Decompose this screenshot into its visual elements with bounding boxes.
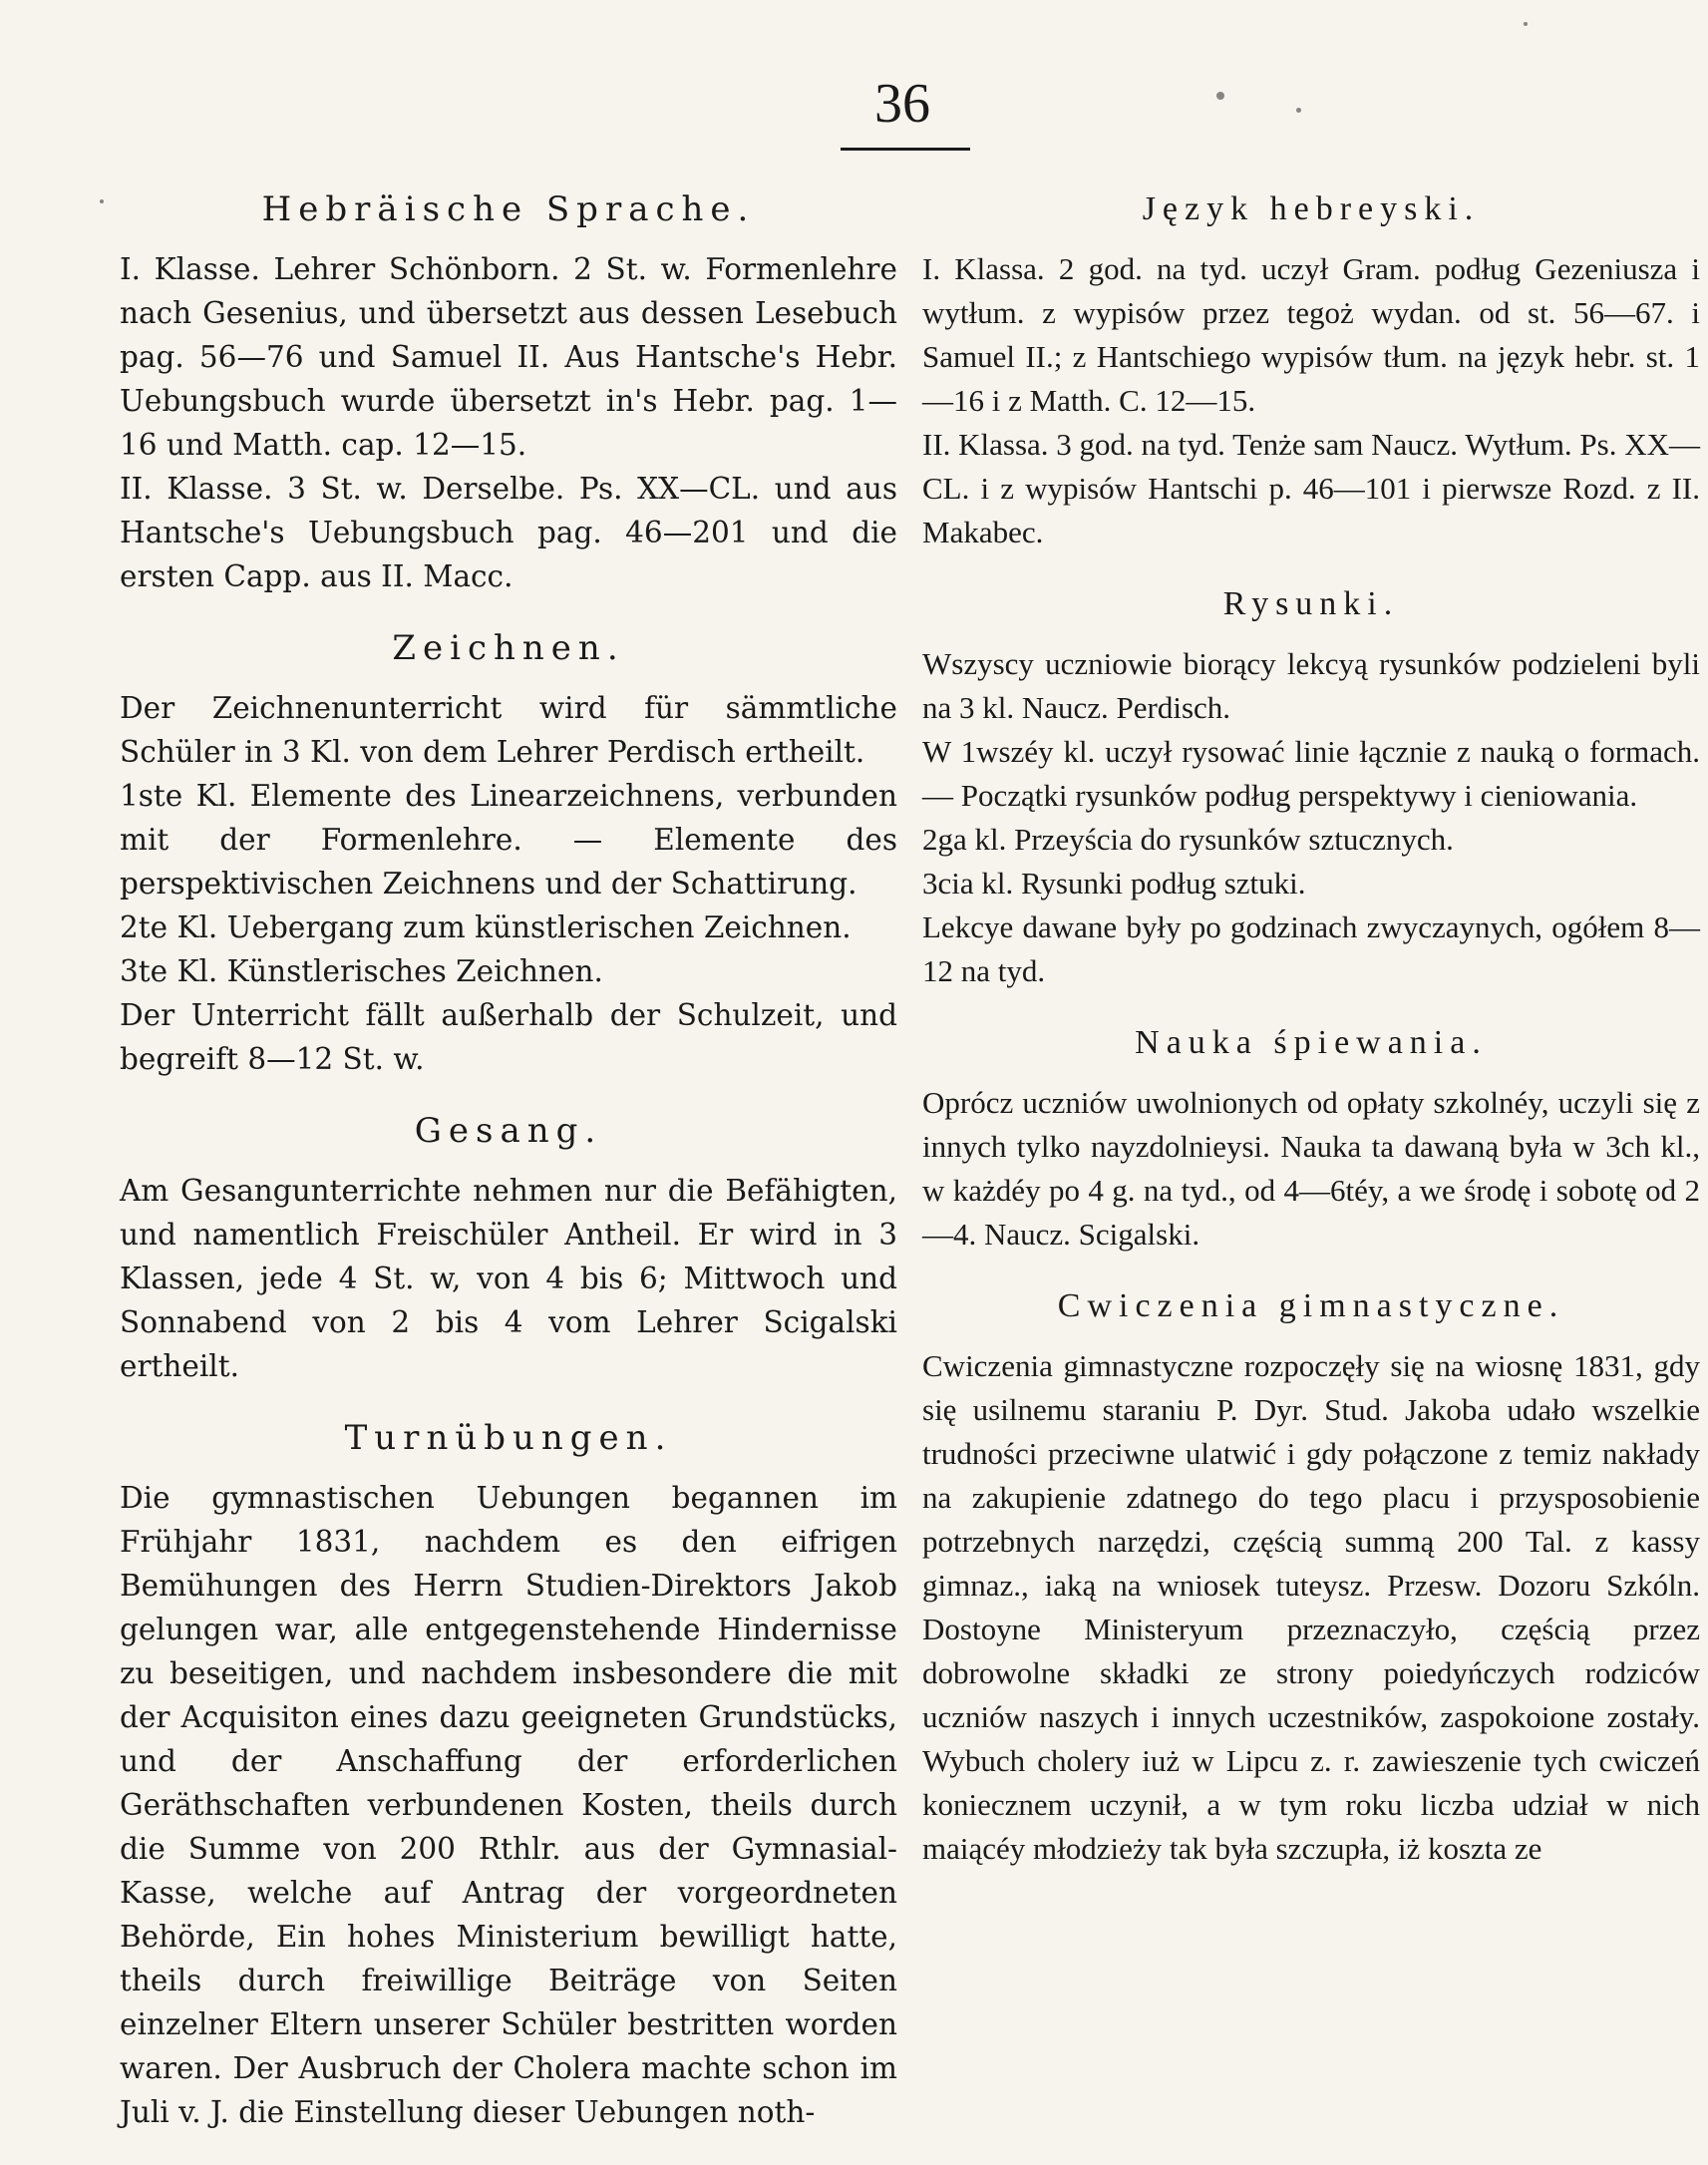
section-drawing-german [120, 626, 897, 1081]
paragraph: W 1wszéy kl. uczył rysować linie łącznie z nauką o formach. — Początki rysunków podług perspektywy i cieniowania. [922, 734, 1700, 813]
heading-cwiczenia-gimnastyczne: Cwiczenia gimnastyczne. [1057, 1287, 1565, 1324]
paragraph: Die gymnastischen Uebungen begannen im Frühjahr 1831, nachdem es den eifrigen Bemühungen des Herrn Studien-Direktors Jakob gelungen war, alle entgegenstehende Hindernisse zu beseitigen, und nachdem insbesondere die mit der Acquisiton eines dazu geeigneten Grundstücks, und der Anschaffung der erforderlichen Geräthschaften verbundenen Kosten, theils durch die Summe von 200 Rthlr. aus der Gymnasial-Kasse, welche auf Antrag der vorgeordneten Behörde, Ein hohes Ministerium bewilligt hatte, theils durch freiwillige Beiträge von Seiten einzelner Eltern unserer Schüler bestritten worden waren. Der Ausbruch der Cholera machte schon im Juli v. J. die Einstellung dieser Uebungen noth- [120, 1481, 897, 2129]
paragraph: II. Klassa. 3 god. na tyd. Tenże sam Naucz. Wytłum. Ps. XX—CL. i z wypisów Hantschi p. 46—101 i pierwsze Rozd. z II. Makabec. [922, 427, 1701, 549]
heading-gesang: Gesang. [414, 1111, 603, 1151]
paragraph: Cwiczenia gimnastyczne rozpoczęły się na wiosnę 1831, gdy się usilnemu staraniu P. Dyr. Stud. Jakoba udało wszelkie trudności przeciwne ulatwić i gdy połączone z temiz nakłady na zakupienie zdatnego do tego placu i przysposobienie potrzebnych narzędzi, częścią summą 200 Tal. z kassy gimnaz., iaką na wniosek tuteysz. Przesw. Dozoru Szkóln. Dostoyne Ministeryum przeznaczyło, częścią przez dobrowolne składki ze strony poiedyńczych rodziców uczniów naszych i innych uczestników, zaspokoione zostały. Wybuch cholery iuż w Lipcu z. r. zawieszenie tych cwiczeń koniecznem uczynił, a w tym roku liczba udział w nich maiącéy młodzieży tak była szczupła, iż koszta ze [922, 1348, 1700, 1866]
paragraph: II. Klasse. 3 St. w. Derselbe. Ps. XX—CL. und aus Hantsche's Uebungsbuch pag. 46—201 und die ersten Capp. aus II. Macc. [120, 472, 897, 593]
paragraph: 3cia kl. Rysunki podług sztuki. [922, 866, 1306, 901]
section-gymnastics-polish [922, 1284, 1700, 1871]
section-singing-polish [922, 1021, 1700, 1257]
section-hebrew-polish [922, 187, 1700, 554]
section-singing-german [120, 1109, 897, 1388]
paragraph: I. Klasse. Lehrer Schönborn. 2 St. w. Formenlehre nach Gesenius, und übersetzt aus dessen Lesebuch pag. 56—76 und Samuel II. Aus Hantsche's Hebr. Uebungsbuch wurde übersetzt in's Hebr. pag. 1—16 und Matth. cap. 12—15. [120, 252, 897, 462]
heading-zeichnen: Zeichnen. [392, 628, 625, 668]
heading-nauka-spiewania: Nauka śpiewania. [1135, 1024, 1488, 1061]
paragraph: 3te Kl. Künstlerisches Zeichnen. [120, 954, 603, 988]
page-number: 36 [874, 73, 930, 135]
section-drawing-polish [922, 582, 1700, 993]
paragraph: 1ste Kl. Elemente des Linearzeichnens, verbunden mit der Formenlehre. — Elemente des perspektivischen Zeichnens und der Schattirung. [120, 779, 897, 901]
paragraph: Wszyscy uczniowie biorący lekcyą rysunków podzieleni byli na 3 kl. Naucz. Perdisch. [922, 646, 1700, 725]
scan-speck [100, 199, 104, 203]
paragraph: Oprócz uczniów uwolnionych od opłaty szkolnéy, uczyli się z innych tylko nayzdolnieysi. Nauka ta dawaną była w 3ch kl., w każdéy po 4 g. na tyd., od 4—6téy, a we środę i sobotę od 2—4. Naucz. Scigalski. [922, 1085, 1700, 1252]
scan-speck [1216, 92, 1224, 100]
paragraph: Der Unterricht fällt außerhalb der Schulzeit, und begreift 8—12 St. w. [120, 998, 897, 1076]
heading-hebraeische-sprache: Hebräische Sprache. [261, 189, 756, 229]
paragraph: 2ga kl. Przeyścia do rysunków sztucznych. [922, 822, 1454, 857]
page-number-underline [841, 148, 970, 151]
scan-speck [1524, 22, 1528, 26]
section-gymnastics-german [120, 1416, 897, 2134]
paragraph: 2te Kl. Uebergang zum künstlerischen Zeichnen. [120, 910, 852, 944]
polish-column [922, 187, 1700, 1871]
heading-jezyk-hebreyski: Język hebreyski. [1142, 190, 1481, 227]
heading-rysunki: Rysunki. [1222, 585, 1400, 622]
heading-turnuebungen: Turnübungen. [344, 1418, 673, 1458]
paragraph: Am Gesangunterrichte nehmen nur die Befähigten, und namentlich Freischüler Antheil. Er wird in 3 Klassen, jede 4 St. w, von 4 bis 6; Mittwoch und Sonnabend von 2 bis 4 vom Lehrer Scigalski ertheilt. [120, 1174, 897, 1383]
paragraph: Lekcye dawane były po godzinach zwyczaynych, ogółem 8—12 na tyd. [922, 909, 1700, 988]
german-column [120, 187, 897, 2134]
paragraph: Der Zeichnenunterricht wird für sämmtliche Schüler in 3 Kl. von dem Lehrer Perdisch ertheilt. [120, 691, 897, 769]
section-hebrew-german [120, 187, 897, 598]
scan-speck [1296, 108, 1301, 113]
paragraph: I. Klassa. 2 god. na tyd. uczył Gram. podług Gezeniusza i wytłum. z wypisów przez tegoż wydan. od st. 56—67. i Samuel II.; z Hantschiego wypisów tłum. na język hebr. st. 1—16 i z Matth. C. 12—15. [922, 251, 1700, 418]
